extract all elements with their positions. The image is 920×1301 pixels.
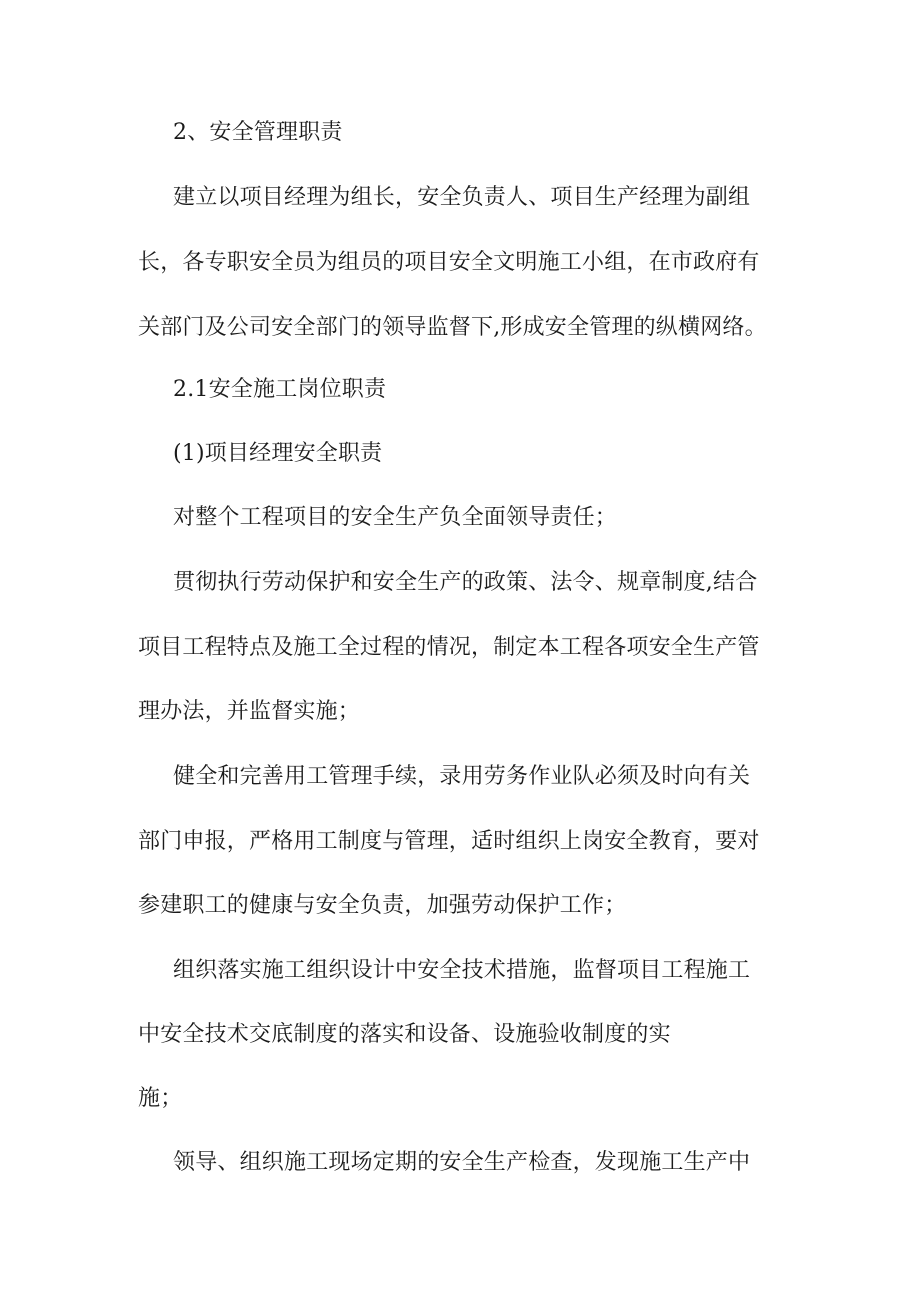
section-heading: 2、安全管理职责	[173, 120, 343, 145]
item-heading: (1)项目经理安全职责	[173, 441, 383, 466]
paragraph-line: 项目工程特点及施工全过程的情况，制定本工程各项安全生产管	[138, 635, 760, 660]
paragraph-line: 施；	[138, 1086, 183, 1111]
paragraph-line: 领导、组织施工现场定期的安全生产检查，发现施工生产中	[173, 1150, 751, 1175]
paragraph-line: 贯彻执行劳动保护和安全生产的政策、法令、规章制度,结合	[173, 570, 758, 595]
subsection-heading: 2.1安全施工岗位职责	[173, 377, 387, 402]
paragraph-line: 健全和完善用工管理手续，录用劳务作业队必须及时向有关	[173, 764, 751, 789]
paragraph-line: 理办法，并监督实施；	[138, 699, 361, 724]
paragraph-line: 对整个工程项目的安全生产负全面领导责任；	[173, 505, 618, 530]
paragraph-line: 建立以项目经理为组长，安全负责人、项目生产经理为副组	[173, 185, 751, 210]
paragraph-line: 关部门及公司安全部门的领导监督下,形成安全管理的纵横网络。	[138, 315, 767, 340]
paragraph-line: 部门申报，严格用工制度与管理，适时组织上岗安全教育，要对	[138, 829, 760, 854]
paragraph-line: 中安全技术交底制度的落实和设备、设施验收制度的实	[138, 1022, 671, 1047]
paragraph-line: 组织落实施工组织设计中安全技术措施，监督项目工程施工	[173, 958, 751, 983]
paragraph-line: 参建职工的健康与安全负责，加强劳动保护工作；	[138, 893, 627, 918]
paragraph-line: 长，各专职安全员为组员的项目安全文明施工小组，在市政府有	[138, 250, 760, 275]
